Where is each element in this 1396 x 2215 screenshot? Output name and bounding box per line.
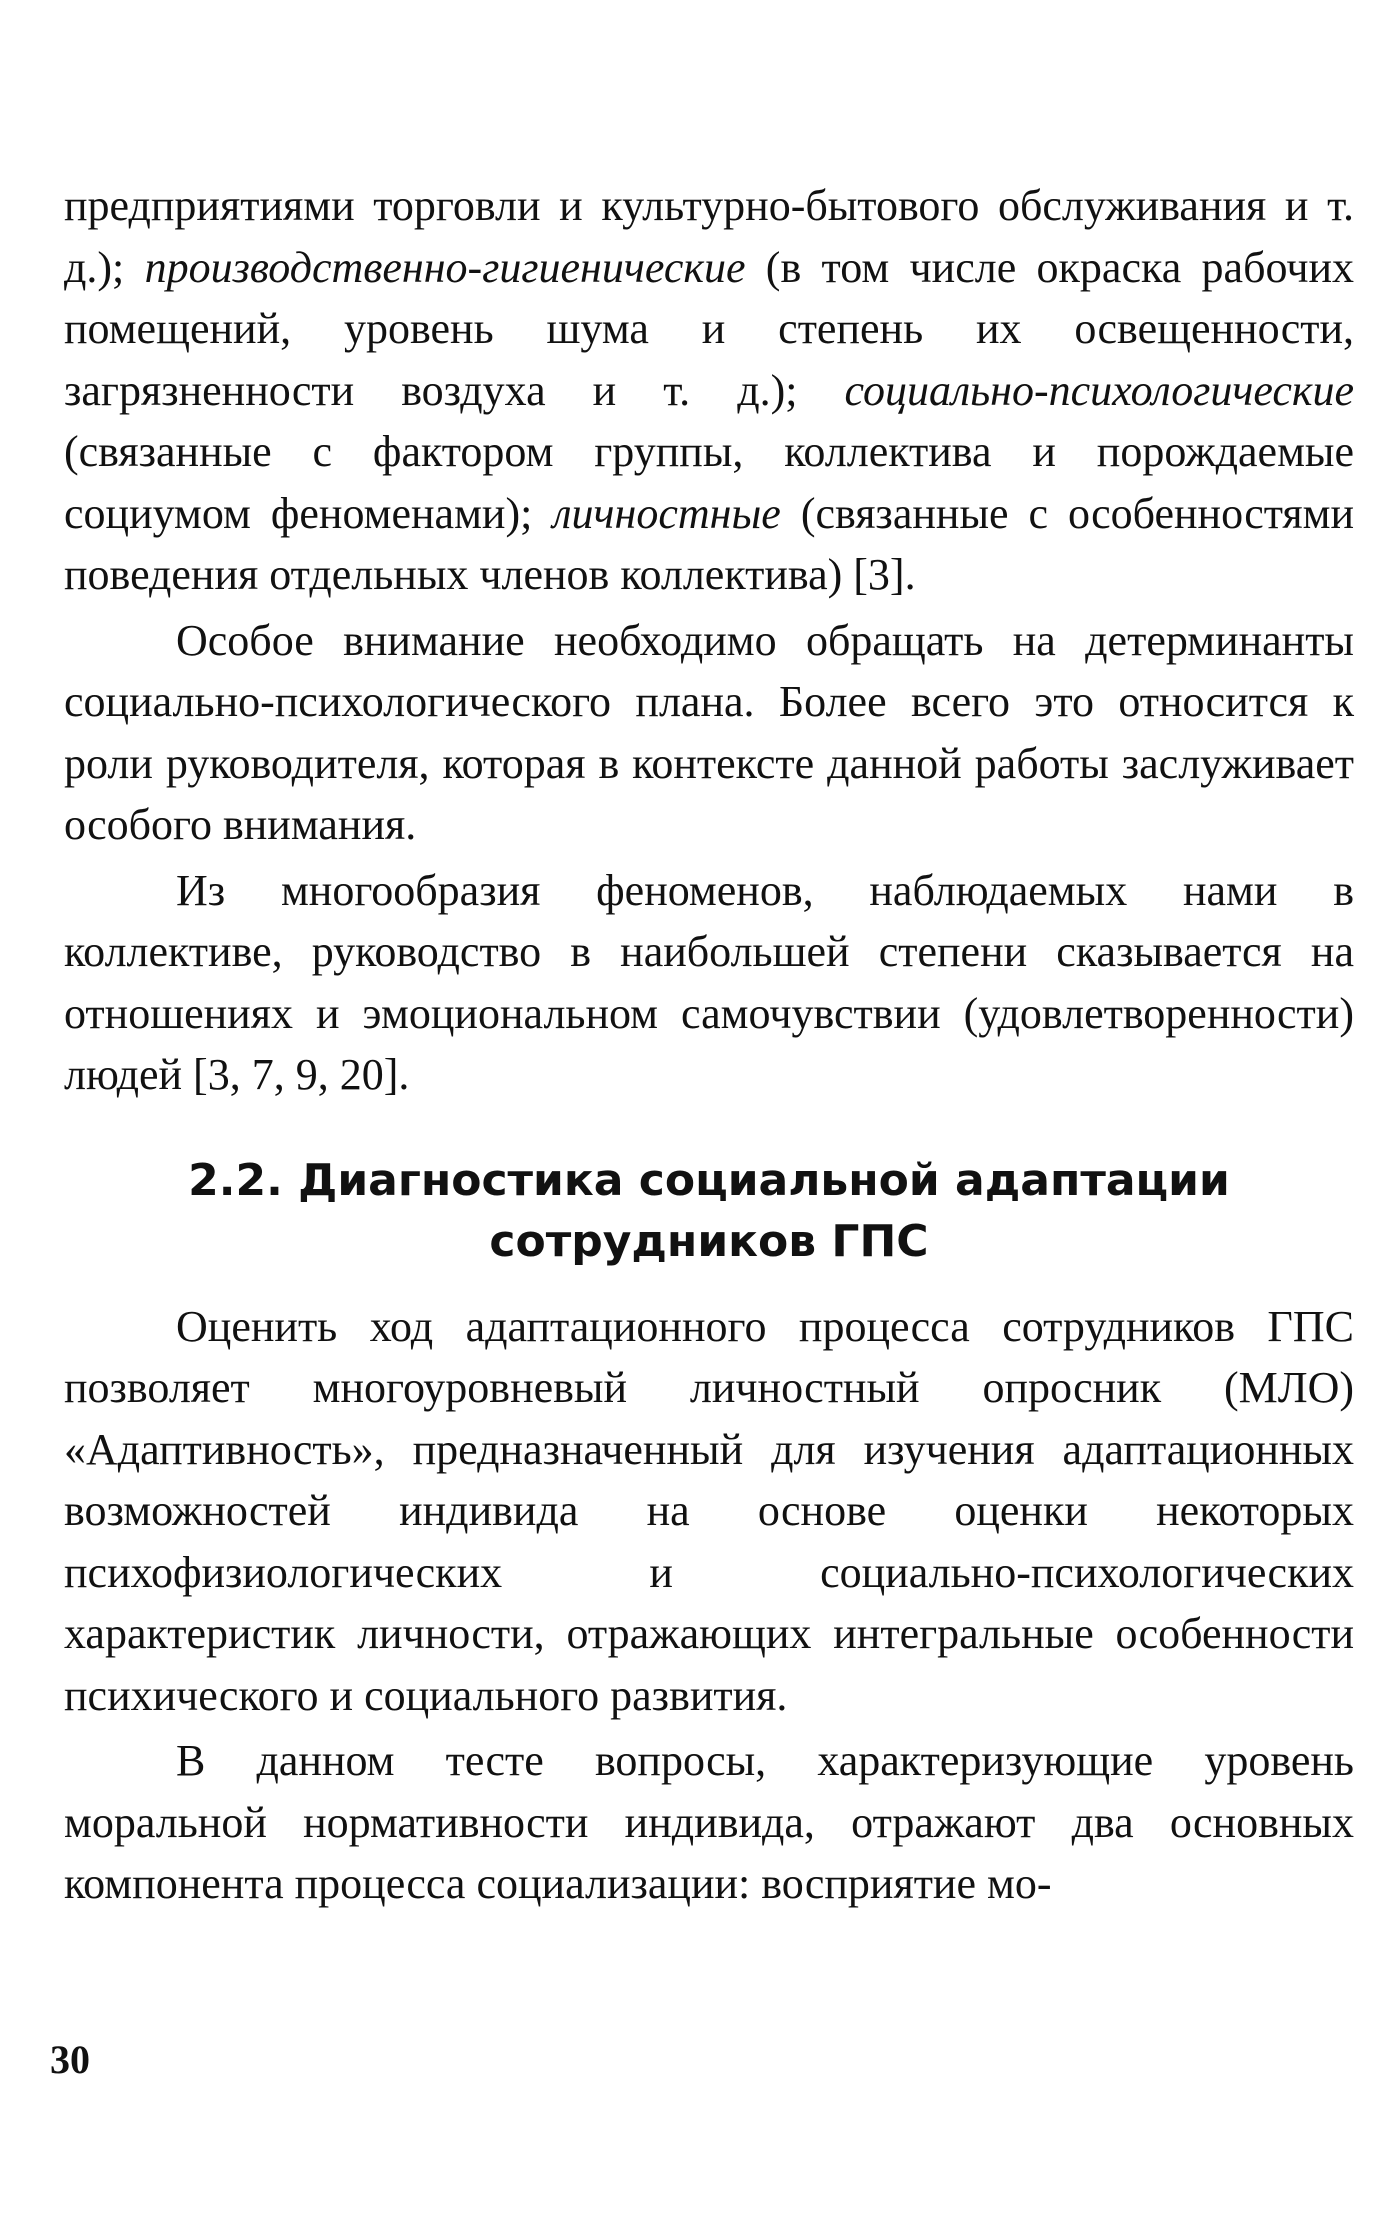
paragraph-1-part-2: (в том числе окраска рабочих помещений, уровень шума и степень их освещенности, загрязненности воздуха и т. д.); (64, 242, 1354, 415)
paragraph-adaptation-assessment: Оценить ход адаптационного процесса сотрудников ГПС позволяет многоуровневый личностный опросник (МЛО) «Адаптивность», предназначенный для изучения адаптационных возможностей индивида на основе оценки некоторых психофизиологических и социально-психологических характеристик личности, отражающих интегральные особенности психического и социального развития. (64, 1301, 1354, 1720)
paragraph-1-part-1: предприятиями торговли и культурно-бытового обслуживания и т. д.); (64, 181, 1354, 292)
term-personal: личностные (552, 488, 781, 538)
section-heading-line-2: сотрудников ГПС (489, 1215, 929, 1267)
paragraph-leadership: Из многообразия феноменов, наблюдаемых нами в коллективе, руководство в наибольшей степени сказывается на отношениях и эмоциональном самочувствии (удовлетворенности) людей [3, 7, 9, 20]. (64, 865, 1354, 1099)
paragraph-determinants: Особое внимание необходимо обращать на детерминанты социально-психологического плана. Более всего это относится к роли руководителя, которая в контексте данной работы заслуживает особого внимания. (64, 615, 1354, 849)
page-body (64, 175, 1354, 1915)
paragraph-1-part-3: (связанные с фактором группы, коллектива и порождаемые социумом феноменами); (64, 427, 1354, 538)
term-production-hygienic: производственно-гигиенические (144, 242, 746, 292)
paragraph-1-part-4: (связанные с особенностями поведения отдельных членов коллектива) [3]. (64, 488, 1355, 599)
section-heading (64, 1150, 1354, 1272)
term-socio-psychological: социально-психологические (844, 365, 1354, 415)
page-number: 30 (50, 2037, 90, 2082)
paragraph-continued (64, 175, 1354, 606)
paragraph-test-questions: В данном тесте вопросы, характеризующие уровень моральной нормативности индивида, отражают два основных компонента процесса социализации: восприятие мо- (64, 1736, 1354, 1908)
section-heading-line-1: 2.2. Диагностика социальной адаптации (188, 1154, 1230, 1206)
